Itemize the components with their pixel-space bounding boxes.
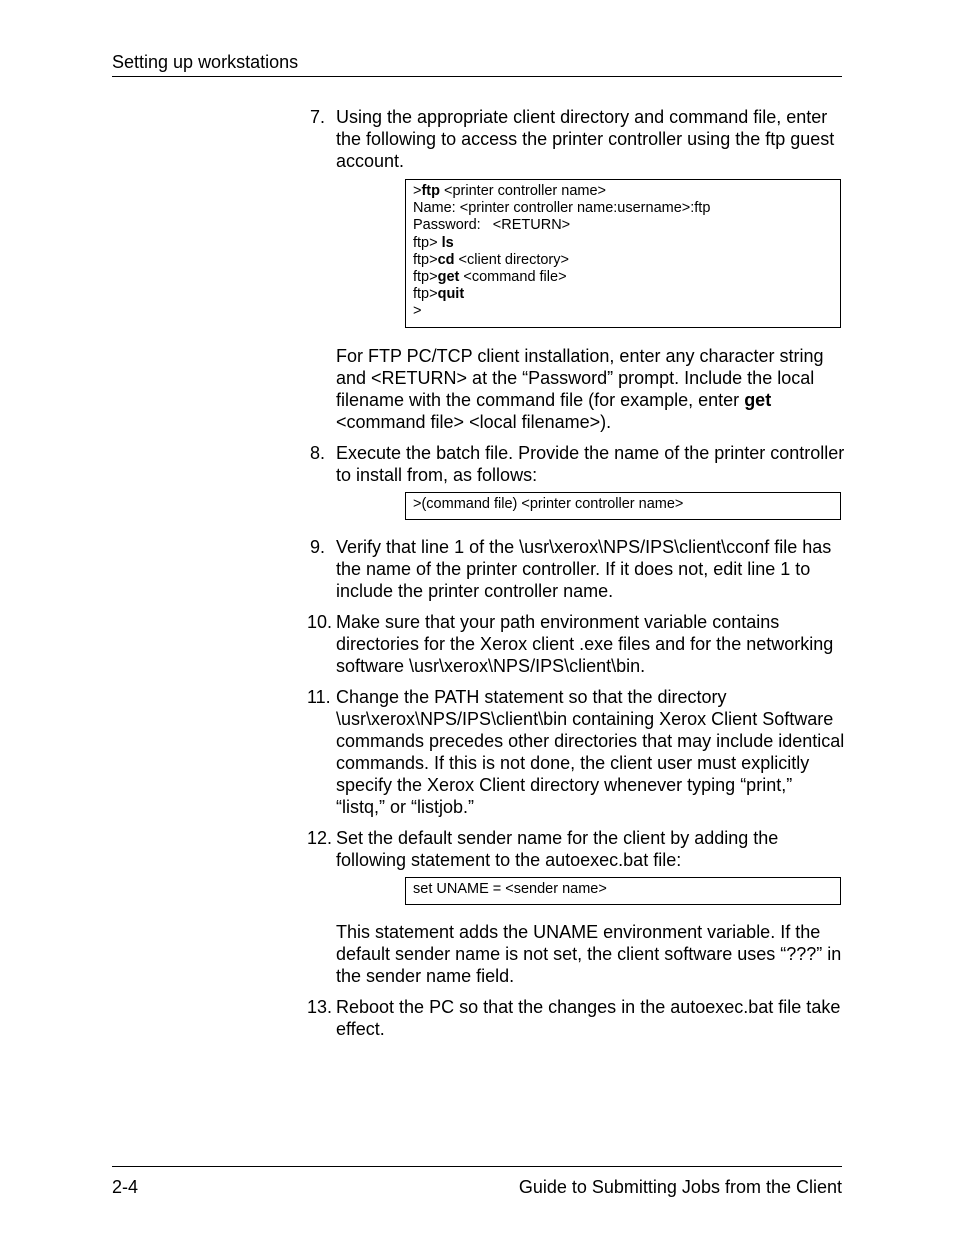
code-line: ftp>cd <client directory> [413, 251, 569, 268]
step-number: 10. [307, 611, 333, 632]
step-13 [300, 996, 845, 1040]
step-text: Set the default sender name for the client by adding the following statement to the autoexec.bat file: [336, 827, 779, 870]
page-number: 2-4 [112, 1177, 139, 1197]
step-12-note: This statement adds the UNAME environment variable. If the default sender name is not set, the client software uses “???” in the sender name field. [336, 922, 842, 987]
code-line: ftp>quit [413, 286, 465, 303]
step-text: Make sure that your path environment variable contains directories for the Xerox client .exe files and for the networking software \usr\xerox\NPS/IPS\client\bin. [336, 611, 834, 676]
step-text: Execute the batch file. Provide the name of the printer controller to install from, as follows: [336, 442, 845, 485]
code-line: set UNAME = <sender name> [413, 880, 607, 897]
step-text: Change the PATH statement so that the directory \usr\xerox\NPS/IPS\client\bin containing Xerox Client Software commands precedes other directories that may include identical commands. If this is not done, the client user must explicitly specify the Xerox Client directory whenever typing “print,” “listq,” or “listjob.” [336, 686, 845, 817]
step-7 [300, 106, 845, 172]
instruction-list [300, 106, 845, 1040]
step-text: Verify that line 1 of the \usr\xerox\NPS/IPS\client\cconf file has the name of the printer controller. If it does not, edit line 1 to include the printer controller name. [336, 536, 832, 601]
step-number: 9. [310, 536, 326, 557]
step-text: Using the appropriate client directory and command file, enter the following to access the printer controller using the ftp guest account. [336, 107, 835, 171]
step-11 [300, 686, 845, 818]
code-line: >(command file) <printer controller name> [413, 495, 684, 512]
step-number: 11. [307, 686, 331, 707]
step-number: 8. [310, 442, 326, 463]
code-line: ftp> ls [413, 234, 454, 251]
code-line: ftp>get <command file> [413, 269, 567, 286]
running-header: Setting up workstations [112, 52, 299, 72]
step-8 [300, 442, 845, 486]
step-number: 12. [307, 827, 333, 848]
code-line: >ftp <printer controller name> [413, 183, 607, 199]
batch-code-box [405, 492, 841, 520]
book-title: Guide to Submitting Jobs from the Client [518, 1177, 842, 1197]
ftp-code-box [405, 179, 841, 328]
step-12 [300, 827, 845, 871]
step-text: Reboot the PC so that the changes in the autoexec.bat file take effect. [336, 997, 841, 1040]
header-rule [112, 76, 842, 77]
step-7-note: For FTP PC/TCP client installation, enter any character string and <RETURN> at the “Password” prompt. Include the local filename with the command file (for example, enter get <command file> <local filename>). [336, 345, 824, 432]
uname-code-box [405, 877, 841, 905]
step-9 [300, 536, 845, 602]
code-line: Password: <RETURN> [413, 217, 571, 234]
code-line: Name: <printer controller name:username>:ftp [413, 200, 711, 217]
step-10 [300, 611, 845, 677]
step-number: 7. [310, 107, 326, 127]
footer-rule [112, 1166, 842, 1167]
code-line: > [413, 303, 422, 320]
step-number: 13. [307, 997, 333, 1018]
